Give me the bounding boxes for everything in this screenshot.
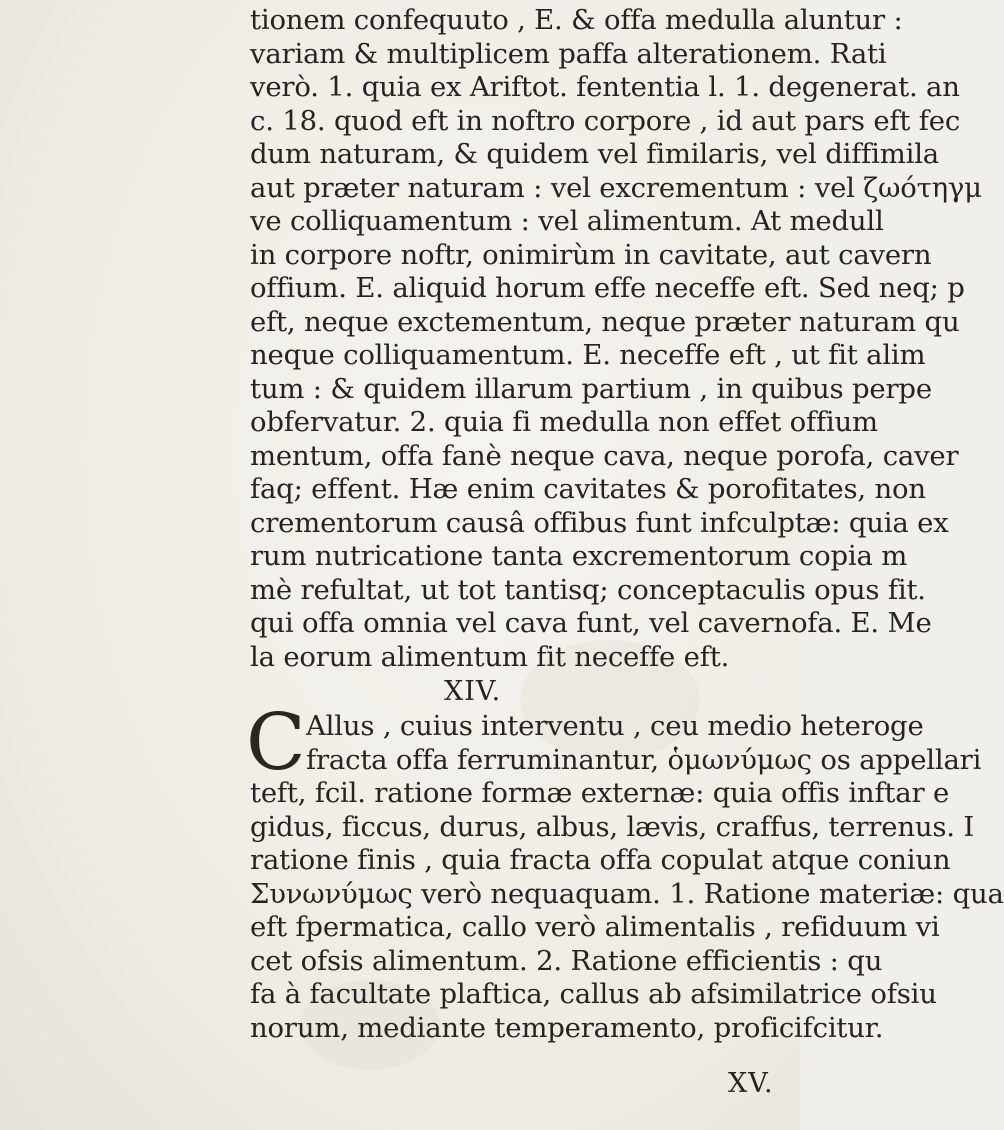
- text-line: Συνωνύμως verò nequaquam. 1. Ratione materiæ: qua: [250, 877, 1004, 910]
- text-line: rum nutricatione tanta excrementorum copia m: [250, 540, 908, 572]
- text-line: dum naturam, & quidem vel fimilaris, vel diffimila: [250, 138, 940, 170]
- text-line: eft, neque exctementum, neque præter naturam qu: [250, 305, 960, 338]
- text-line: ve colliquamentum : vel alimentum. At medull: [250, 205, 884, 237]
- text-line: aut præter naturam : vel excrementum : vel ζωότηγμ: [250, 171, 982, 204]
- text-line: teft, fcil. ratione formæ externæ: quia offis inftar e: [250, 777, 950, 809]
- text-line: fracta offa ferruminantur, ὁμωνύμως os appellari: [306, 743, 982, 776]
- body-text: [14, 0, 1004, 1045]
- text-line: mè refultat, ut tot tantisq; conceptaculis opus fit.: [250, 573, 926, 606]
- text-line: eft fpermatica, callo verò alimentalis , refiduum vi: [250, 911, 940, 943]
- text-line: Allus , cuius interventu , ceu medio heteroge: [306, 710, 924, 742]
- next-section-number: XV.: [728, 1068, 774, 1099]
- text-line: fa à facultate plaftica, callus ab afsimilatrice ofsiu: [250, 978, 937, 1010]
- text-line: in corpore noftr, onimirùm in cavitate, aut cavern: [250, 238, 932, 271]
- text-line: la eorum alimentum fit neceffe eft.: [250, 640, 730, 673]
- text-line: tionem confequuto , E. & offa medulla aluntur :: [250, 4, 903, 36]
- text-line: tum : & quidem illarum partium , in quibus perpe: [250, 372, 932, 405]
- text-line: offium. E. aliquid horum effe neceffe eft. Sed neq; p: [250, 272, 965, 304]
- text-line: c. 18. quod eft in noftro corpore , id aut pars eft fec: [250, 104, 961, 137]
- text-line: qui offa omnia vel cava funt, vel cavernofa. E. Me: [250, 607, 932, 639]
- text-line: faq; effent. Hæ enim cavitates & porofitates, non: [250, 473, 926, 505]
- text-line: neque colliquamentum. E. neceffe eft , ut fit alim: [250, 339, 926, 371]
- text-line: gidus, ficcus, durus, albus, lævis, craffus, terrenus. I: [250, 810, 975, 843]
- text-line: variam & multiplicem paffa alterationem. Rati: [250, 37, 887, 70]
- text-line: ratione finis , quia fracta offa copulat atque coniun: [250, 844, 951, 876]
- text-line: crementorum causâ offibus funt infculptæ: quia ex: [250, 506, 949, 539]
- section-number: XIV.: [444, 676, 502, 707]
- text-line: mentum, offa fanè neque cava, neque porofa, caver: [250, 439, 959, 472]
- text-line: cet ofsis alimentum. 2. Ratione efficientis : qu: [250, 944, 883, 977]
- text-line: verò. 1. quia ex Ariftot. fententia l. 1. degenerat. an: [250, 71, 960, 103]
- text-line: obfervatur. 2. quia fi medulla non effet offium: [250, 406, 878, 438]
- text-line: norum, mediante temperamento, proficifcitur.: [250, 1011, 884, 1044]
- drop-cap: C: [246, 698, 306, 788]
